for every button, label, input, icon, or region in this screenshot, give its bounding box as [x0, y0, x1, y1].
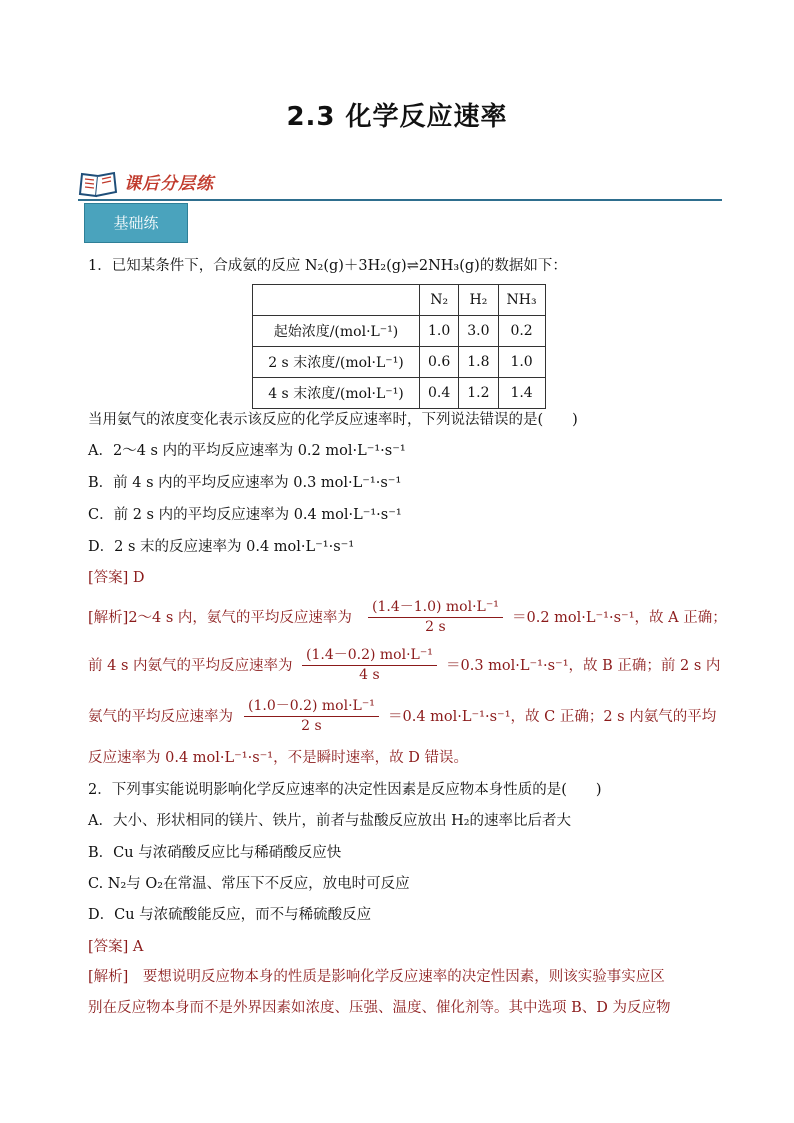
table-header-cell: H₂ — [459, 285, 498, 316]
q1-analysis-line2-post: ＝0.3 mol·L⁻¹·s⁻¹，故 B 正确；前 2 s 内 — [446, 658, 721, 674]
table-row — [253, 316, 546, 347]
fraction-bar — [244, 716, 379, 717]
table-cell: 1.0 — [498, 347, 545, 378]
q1-stem: 1．已知某条件下，合成氨的反应 N₂(g)＋3H₂(g)⇌2NH₃(g)的数据如下： — [88, 258, 567, 274]
table-row-label: 2 s 末浓度/(mol·L⁻¹) — [253, 347, 420, 378]
q1-question: 当用氨气的浓度变化表示该反应的化学反应速率时，下列说法错误的是( ) — [88, 412, 578, 428]
table-cell: 0.2 — [498, 316, 545, 347]
table-cell: 1.2 — [459, 378, 498, 409]
table-cell: 0.6 — [420, 347, 459, 378]
table-header-cell: NH₃ — [498, 285, 545, 316]
q2-option-c: C. N₂与 O₂在常温、常压下不反应，放电时可反应 — [88, 876, 410, 892]
fraction-numerator: (1.0－0.2) mol·L⁻¹ — [248, 698, 375, 714]
section-rule — [78, 199, 722, 201]
q1-analysis-line3-post: ＝0.4 mol·L⁻¹·s⁻¹，故 C 正确；2 s 内氨气的平均 — [388, 709, 717, 725]
fraction-denominator: 4 s — [359, 667, 380, 683]
table-header-cell: N₂ — [420, 285, 459, 316]
q2-option-d: D．Cu 与浓硫酸能反应，而不与稀硫酸反应 — [88, 907, 372, 923]
fraction-numerator: (1.4－0.2) mol·L⁻¹ — [306, 647, 433, 663]
q2-answer: [答案] A — [88, 939, 144, 955]
q1-analysis-line3-pre: 氨气的平均反应速率为 — [88, 709, 233, 725]
q1-option-c: C．前 2 s 内的平均反应速率为 0.4 mol·L⁻¹·s⁻¹ — [88, 507, 402, 523]
q1-option-b: B．前 4 s 内的平均反应速率为 0.3 mol·L⁻¹·s⁻¹ — [88, 475, 402, 491]
table-cell: 3.0 — [459, 316, 498, 347]
table-header-row — [253, 285, 546, 316]
q1-option-a: A．2～4 s 内的平均反应速率为 0.2 mol·L⁻¹·s⁻¹ — [88, 443, 406, 459]
q2-option-a: A．大小、形状相同的镁片、铁片，前者与盐酸反应放出 H₂的速率比后者大 — [88, 813, 572, 829]
page-title: 2.3 化学反应速率 — [286, 102, 508, 132]
q2-stem: 2．下列事实能说明影响化学反应速率的决定性因素是反应物本身性质的是( ) — [88, 782, 602, 798]
book-icon — [78, 170, 118, 198]
q1-analysis-line1-pre: [解析]2～4 s 内，氨气的平均反应速率为 — [88, 610, 352, 626]
fraction-denominator: 2 s — [301, 718, 322, 734]
q1-answer: [答案] D — [88, 570, 145, 586]
table-cell: 0.4 — [420, 378, 459, 409]
table-row — [253, 347, 546, 378]
level-badge: 基础练 — [84, 203, 188, 243]
fraction-numerator: (1.4－1.0) mol·L⁻¹ — [372, 599, 499, 615]
table-row-label: 起始浓度/(mol·L⁻¹) — [253, 316, 420, 347]
table-row-label: 4 s 末浓度/(mol·L⁻¹) — [253, 378, 420, 409]
q1-analysis-line2-pre: 前 4 s 内氨气的平均反应速率为 — [88, 658, 293, 674]
q1-fraction-3 — [244, 695, 379, 734]
q1-fraction-2 — [302, 644, 437, 683]
section-header — [78, 166, 722, 202]
q1-option-d: D．2 s 末的反应速率为 0.4 mol·L⁻¹·s⁻¹ — [88, 539, 355, 555]
table-cell: 1.8 — [459, 347, 498, 378]
section-title: 课后分层练 — [124, 174, 214, 194]
table-row — [253, 378, 546, 409]
data-table — [252, 284, 546, 409]
q2-analysis-line2: 别在反应物本身而不是外界因素如浓度、压强、温度、催化剂等。其中选项 B、D 为反应物 — [88, 1000, 671, 1016]
fraction-bar — [368, 617, 503, 618]
q1-fraction-1 — [368, 596, 503, 635]
table-cell: 1.0 — [420, 316, 459, 347]
q2-option-b: B．Cu 与浓硝酸反应比与稀硝酸反应快 — [88, 845, 342, 861]
table-header-cell — [253, 285, 420, 316]
q2-analysis-line1: [解析] 要想说明反应物本身的性质是影响化学反应速率的决定性因素，则该实验事实应区 — [88, 969, 665, 985]
fraction-bar — [302, 665, 437, 666]
q1-analysis-line4: 反应速率为 0.4 mol·L⁻¹·s⁻¹，不是瞬时速率，故 D 错误。 — [88, 750, 468, 766]
fraction-denominator: 2 s — [425, 619, 446, 635]
table-cell: 1.4 — [498, 378, 545, 409]
q1-analysis-line1-post: ＝0.2 mol·L⁻¹·s⁻¹，故 A 正确； — [512, 610, 727, 626]
